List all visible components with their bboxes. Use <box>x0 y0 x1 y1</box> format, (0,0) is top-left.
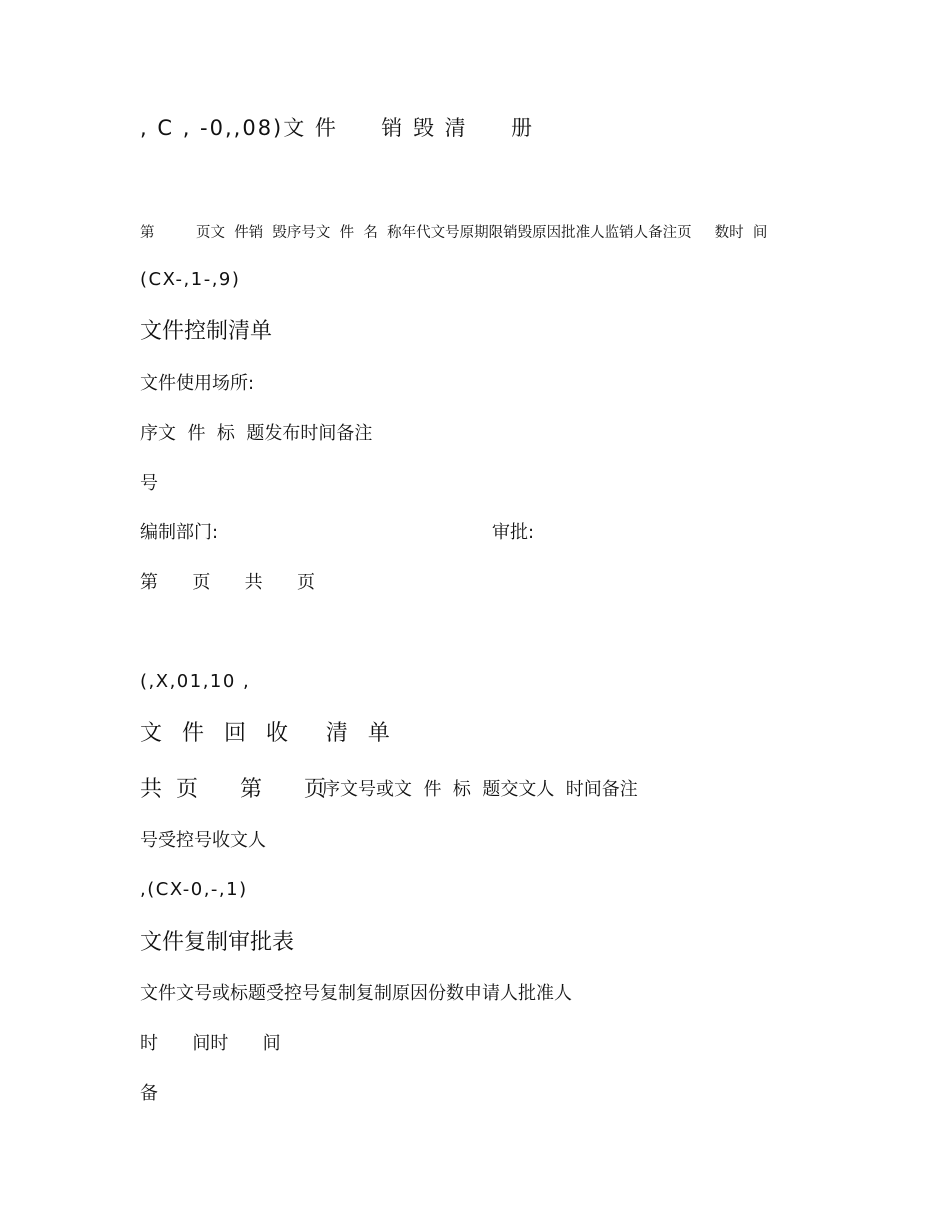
recall-list-page-prefix: 共 页 第 页 <box>140 777 326 802</box>
control-list-code: (CX-,1-,9) <box>140 269 241 290</box>
usage-location-label: 文件使用场所: <box>140 373 255 394</box>
page-count-line: 第 页 共 页 <box>140 572 315 593</box>
copy-approval-header-row: 文件文号或标题受控号复制复制原因份数申请人批准人 <box>140 983 572 1004</box>
destruction-register-header-row: 第 页文 件销 毁序号文 件 名 称年代文号原期限销毁原因批准人监销人备注页 数时 间 <box>140 225 768 241</box>
copy-approval-trailing-text: 备 <box>140 1083 158 1104</box>
recall-list-title: 文 件 回 收 清 单 <box>140 721 392 746</box>
copy-approval-header-row-cont: 时 间时 间 <box>140 1033 281 1054</box>
copy-approval-title: 文件复制审批表 <box>140 930 295 955</box>
control-list-header-row: 序文 件 标 题发布时间备注 <box>140 423 373 444</box>
control-list-title: 文件控制清单 <box>140 319 273 344</box>
destruction-register-title: , C , -0,,08)文 件 销 毁 清 册 <box>140 116 535 140</box>
recall-list-header-row: 序文号或文 件 标 题交文人 时间备注 <box>322 779 638 800</box>
approved-by-label: 审批: <box>492 522 535 543</box>
recall-list-code: (,X,01,10 , <box>140 671 251 692</box>
recall-list-header-row-cont: 号受控号收文人 <box>140 830 266 851</box>
prepared-by-label: 编制部门: <box>140 522 219 543</box>
control-list-header-row-cont: 号 <box>140 473 158 494</box>
copy-approval-code: ,(CX-0,-,1) <box>140 879 248 900</box>
